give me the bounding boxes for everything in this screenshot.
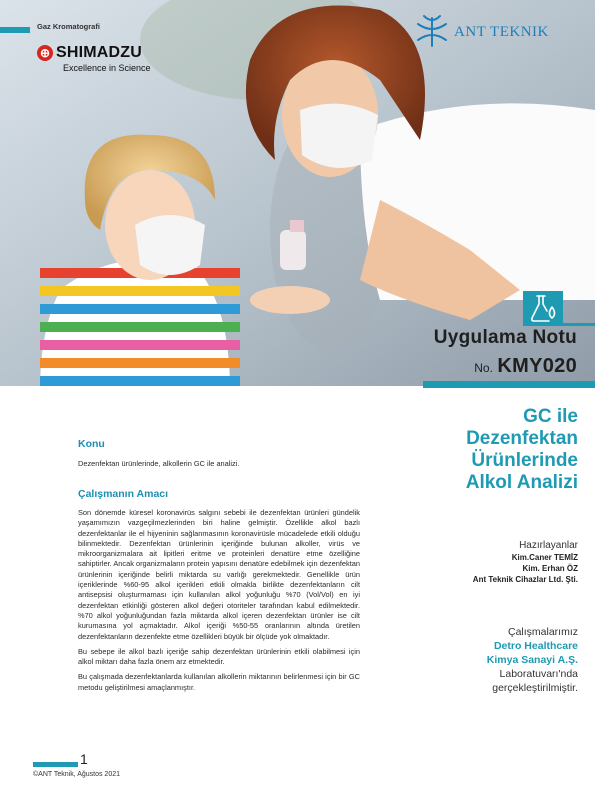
studies-intro: Çalışmalarımız bbox=[507, 626, 578, 638]
shimadzu-brand: SHIMADZU bbox=[56, 44, 143, 61]
title-line-2: Dezenfektan bbox=[466, 428, 578, 449]
studies-lab-line-2: Kimya Sanayi A.Ş. bbox=[486, 654, 578, 666]
studies-note bbox=[358, 625, 578, 695]
amac-paragraph-2: Bu sebepe ile alkol bazlı içeriğe sahip dezenfektan ürünlerinin etkili olabilmesi için alkol miktarı daha fazla önem arz etmektedir. bbox=[78, 646, 360, 667]
footer-bar bbox=[33, 762, 78, 767]
prepared-name-2: Kim. Erhan ÖZ bbox=[522, 564, 578, 573]
shimadzu-tagline: Excellence in Science bbox=[63, 63, 151, 73]
ant-logo-icon bbox=[412, 12, 452, 52]
flask-icon bbox=[523, 291, 563, 324]
note-number-label: No. bbox=[474, 361, 493, 375]
hero-image bbox=[0, 0, 595, 390]
title-line-4: Alkol Analizi bbox=[465, 472, 578, 493]
konu-paragraph: Dezenfektan ürünlerinde, alkollerin GC ile analizi. bbox=[78, 459, 240, 468]
note-title: Uygulama Notu bbox=[433, 327, 577, 348]
hero-bottom-bar bbox=[423, 381, 595, 388]
note-number bbox=[474, 355, 577, 378]
amac-paragraph-3: Bu çalışmada dezenfektanlarda kullanılan alkollerin miktarının belirlenmesi için bir GC metodu geliştirilmesi amaçlanmıştır. bbox=[78, 672, 360, 692]
shimadzu-mark-icon: ⊕ bbox=[37, 45, 53, 61]
amac-paragraph-1: Son dönemde küresel koronavirüs salgını sebebi ile dezenfektan ürünleri gündelik yaşamımızın vazgeçilmezlerinden biri haline gelmiştir. Özellikle alkol bazlı dezenfektanlar ile el hijyeninin sağlanmasının koronavirüsle mücadelede etkili olduğu bilinmektedir. Dezenfektan ürünlerinin içeriğinde bulunan alkoller, virüs ve mikroorganizmalara ait lipitleri eritme ve proteinleri denatüre etme özelliğine sahiptirler. Ancak organizmaların protein yapısını denatüre edebilmek için dezenfektan ürünlerinin içeriğinde belirli miktarda su varlığı gerekmektedir. Genellikle ürün içeriklerinde %60-95 alkol içerikleri etkili olmakla birlikte dezenfektanların cilt antisepsisi oluşturmaması için kullanılan alkol yoğunluğu %70 (Vol/Vol) en iyi dezenfektan etkinliği gösteren alkol değeri otoriteler tarafından kabul edilmektedir. %70 alkol yoğunluğundan fazla miktarda alkol içeren dezenfektan ürünler ise cilt kurumasına yol açmaktadır. Alkol içeriği %50-55 oranlarının altında üretilen dezenfektanların dezenfekte etme özellikleri büyük bir ölçüde yok olmaktadır. bbox=[78, 508, 360, 641]
prepared-name-3: Ant Teknik Cihazlar Ltd. Şti. bbox=[472, 575, 578, 584]
copyright: ©ANT Teknik, Ağustos 2021 bbox=[33, 771, 121, 778]
note-number-code: KMY020 bbox=[497, 355, 577, 377]
title-line-3: Ürünlerinde bbox=[471, 450, 578, 471]
document-title bbox=[378, 406, 578, 494]
konu-text bbox=[78, 459, 360, 474]
shimadzu-logo bbox=[37, 44, 177, 80]
page-number: 1 bbox=[80, 751, 88, 767]
category-label: Gaz Kromatografi bbox=[37, 22, 100, 31]
studies-lab-line-1: Detro Healthcare bbox=[493, 640, 578, 652]
studies-outro-line-1: Laboratuvarı'nda bbox=[499, 668, 578, 680]
category-bar bbox=[0, 27, 30, 33]
prepared-name-1: Kim.Caner TEMİZ bbox=[511, 553, 578, 562]
ant-logo-text: ANT TEKNIK bbox=[454, 24, 549, 40]
note-icon-bar bbox=[523, 323, 595, 326]
studies-outro-line-2: gerçekleştirilmiştir. bbox=[492, 682, 578, 694]
prepared-by bbox=[358, 539, 578, 585]
amac-heading: Çalışmanın Amacı bbox=[78, 488, 169, 500]
konu-heading: Konu bbox=[78, 438, 105, 450]
ant-teknik-logo bbox=[412, 12, 587, 52]
title-line-1: GC ile bbox=[523, 406, 578, 427]
amac-body bbox=[78, 508, 360, 698]
prepared-label: Hazırlayanlar bbox=[519, 540, 578, 551]
